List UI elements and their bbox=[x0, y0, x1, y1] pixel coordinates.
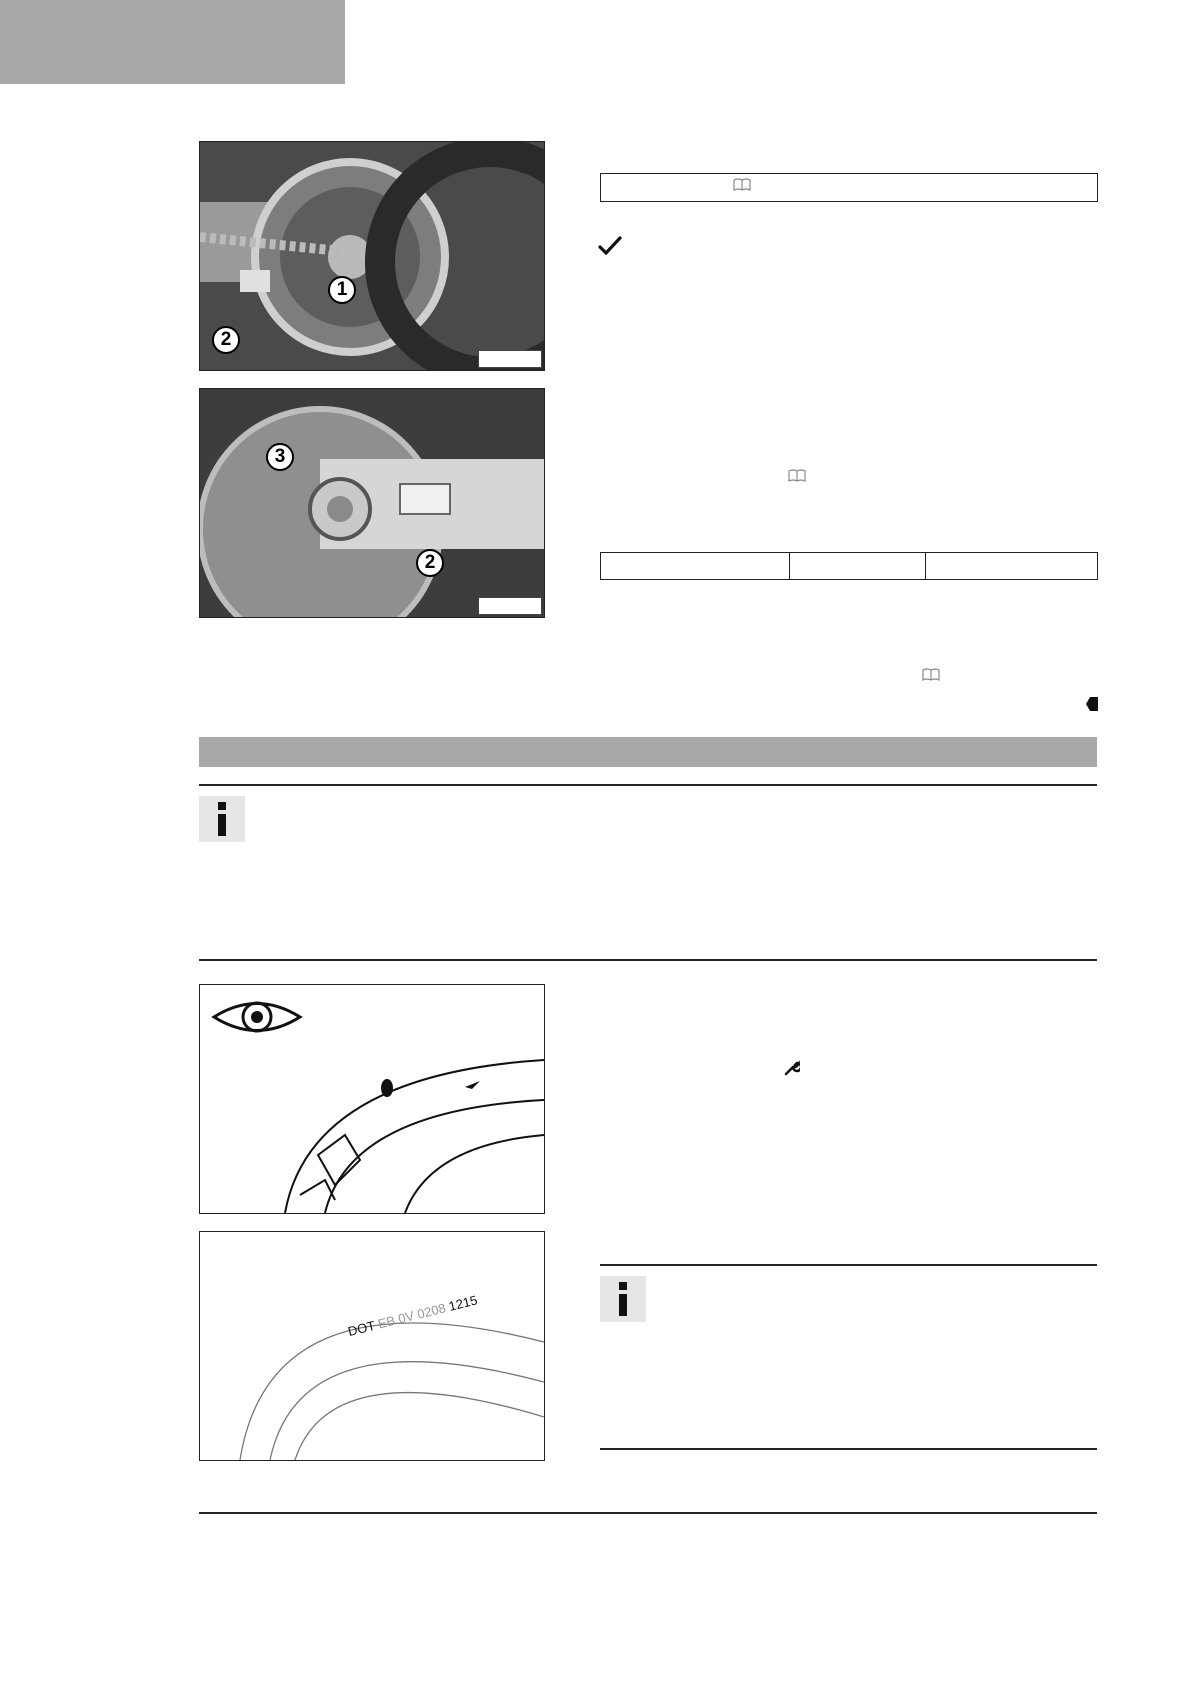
figure-chain-adjuster-photo bbox=[199, 388, 545, 618]
book-reference-icon[interactable] bbox=[922, 668, 940, 685]
figure-rear-sprocket-photo bbox=[199, 141, 545, 371]
figure-tire-inspection-drawing bbox=[199, 984, 545, 1214]
eye-icon bbox=[214, 1003, 300, 1031]
info-top-rule bbox=[199, 784, 1097, 786]
chapter-tab bbox=[0, 0, 345, 84]
callout-2: 2 bbox=[212, 326, 240, 354]
page-bottom-rule bbox=[199, 1512, 1097, 1514]
table-cell bbox=[926, 553, 1098, 580]
callout-2: 2 bbox=[416, 549, 444, 577]
info-top-rule bbox=[600, 1264, 1097, 1266]
figure-tire-dot-drawing bbox=[199, 1231, 545, 1461]
end-marker-icon bbox=[1086, 697, 1098, 716]
tire-inspection-illustration bbox=[200, 985, 544, 1213]
table-row bbox=[601, 553, 1098, 580]
table-cell bbox=[790, 553, 926, 580]
callout-1: 1 bbox=[328, 276, 356, 304]
dot-date: 1215 bbox=[447, 1292, 479, 1314]
adjuster-photo-illustration bbox=[200, 389, 544, 617]
info-icon bbox=[199, 796, 245, 842]
info-bottom-rule bbox=[600, 1448, 1097, 1450]
info-bottom-rule bbox=[199, 959, 1097, 961]
specification-table bbox=[600, 552, 1098, 580]
wrench-icon bbox=[784, 1060, 800, 1081]
dot-prefix: DOT bbox=[346, 1317, 377, 1339]
info-icon bbox=[600, 1276, 646, 1322]
table-cell bbox=[601, 553, 790, 580]
callout-3: 3 bbox=[266, 443, 294, 471]
figure-id-label bbox=[478, 597, 542, 615]
reference-box bbox=[600, 173, 1098, 202]
book-reference-icon[interactable] bbox=[788, 469, 806, 486]
book-reference-icon[interactable] bbox=[733, 178, 751, 195]
section-header-bar bbox=[199, 737, 1097, 767]
dot-code: EB 0V 0208 bbox=[376, 1300, 448, 1332]
checkmark-icon bbox=[598, 236, 622, 262]
tire-dot-illustration bbox=[200, 1232, 544, 1460]
figure-id-label bbox=[478, 350, 542, 368]
sprocket-photo-illustration bbox=[200, 142, 544, 370]
